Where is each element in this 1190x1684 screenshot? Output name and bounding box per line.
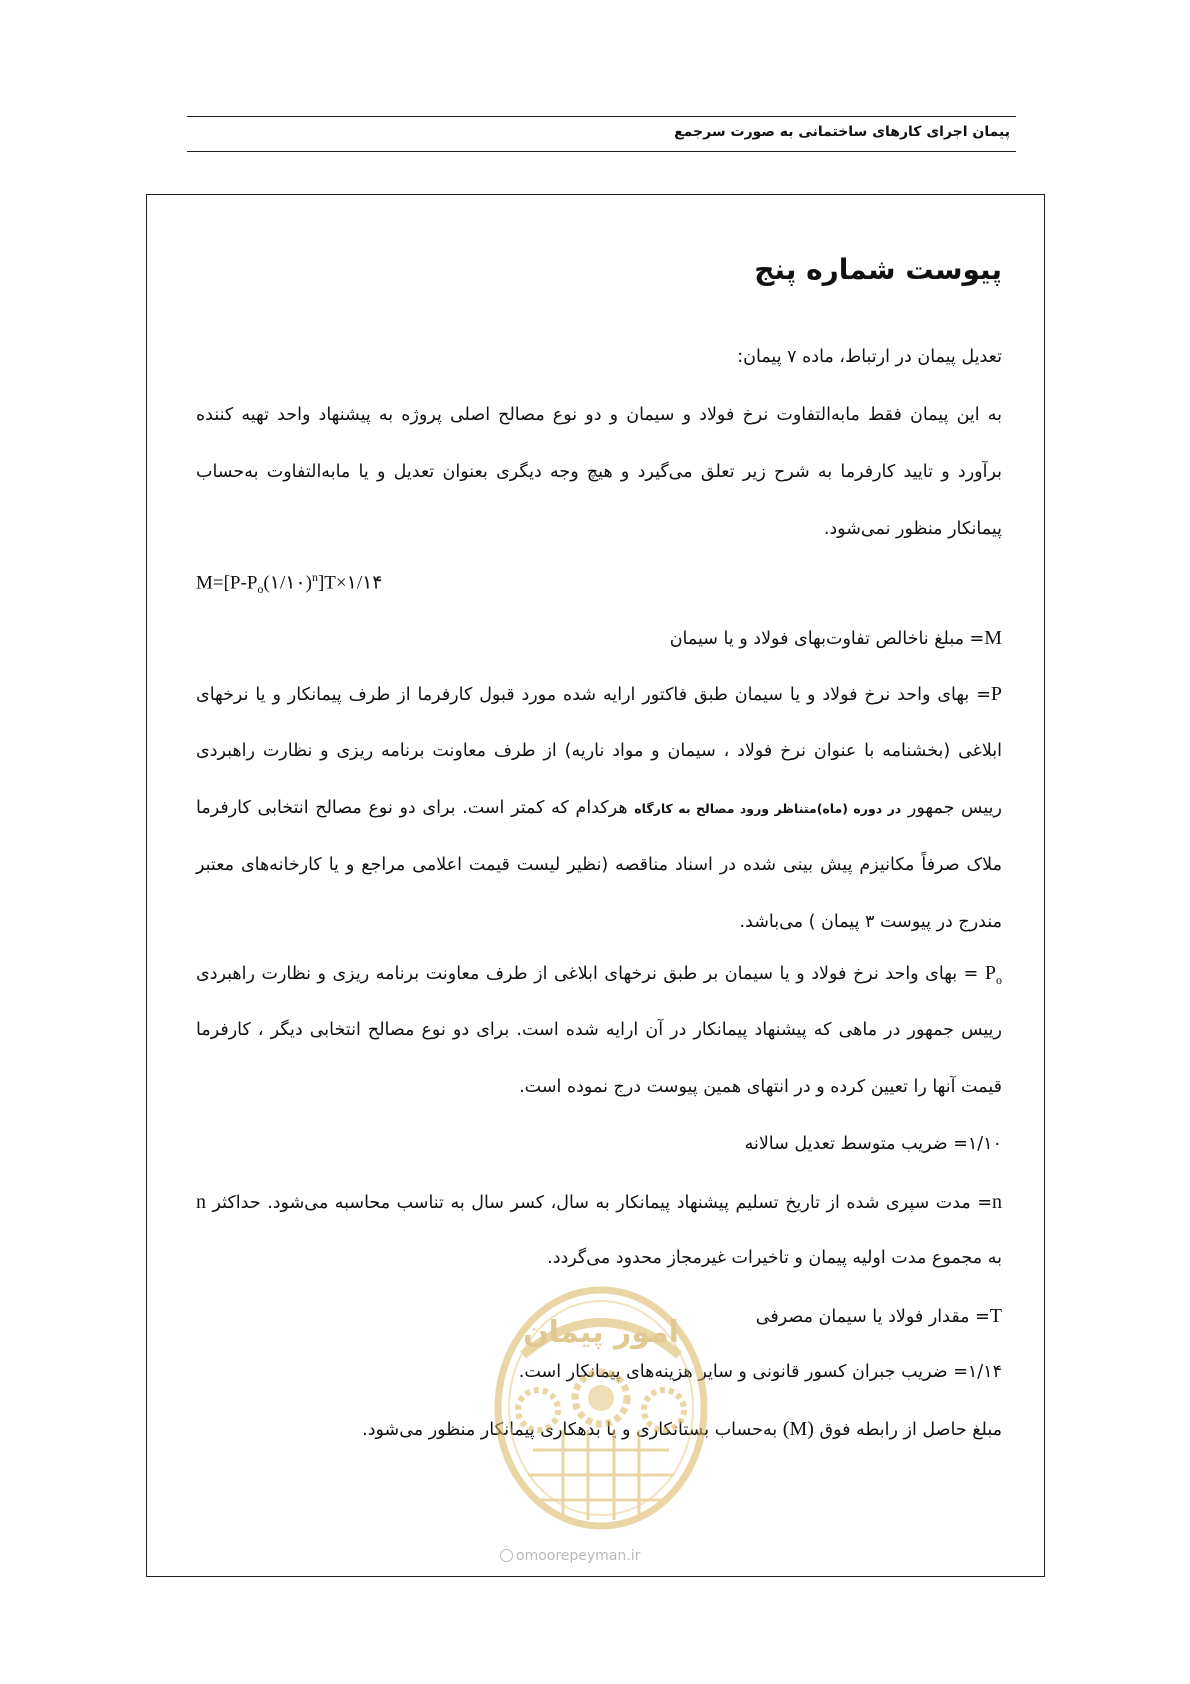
watermark-site-icon (500, 1549, 513, 1562)
def-p-bold: در دوره (ماه)متناظر ورود مصالح به کارگاه (634, 801, 902, 816)
watermark-logo (488, 1280, 714, 1535)
formula-lead: M=[P-P (196, 572, 258, 594)
def-m (196, 627, 1002, 650)
def-n-line2: به مجموع مدت اولیه پیمان و تاخیرات غیرمجاز محدود می‌گردد. (547, 1248, 1002, 1268)
final-line: مبلغ حاصل از رابطه فوق (M) به‌حساب بستانکاری و یا بدهکاری پیمانکار منظور می‌شود. (362, 1418, 1002, 1440)
def-c114: ۱/۱۴= ضریب جبران کسور قانونی و سایر هزینه‌های پیمانکار است. (518, 1362, 1002, 1382)
running-header: پیمان اجرای کارهای ساختمانی به صورت سرجمع (674, 124, 1010, 140)
watermark-site: omoorepeyman.ir (500, 1548, 640, 1564)
formula-sub: o (257, 582, 264, 597)
def-t-symbol: T (989, 1305, 1002, 1327)
def-p-line4: ملاک صرفاً مکانیزم پیش بینی شده در اسناد مناقصه (نظیر لیست قیمت اعلامی مراجع و یا کارخانه‌های معتبر (196, 855, 1002, 875)
header-rule-bottom (187, 151, 1016, 152)
def-n-symbol: n (991, 1191, 1002, 1213)
page-body (196, 245, 1002, 321)
formula-paren: (۱/۱۰) (263, 572, 312, 594)
def-po-line1: $P_o$ = بهای واحد نرخ فولاد و یا سیمان بر طبق نرخهای ابلاغی از طرف معاونت برنامه ریزی و نظارت راهبردی (196, 962, 1002, 987)
para1-line1: به این پیمان فقط مابه‌التفاوت نرخ فولاد و سیمان و دو نوع مصالح اصلی پروژه به پیشنهاد واحد تهیه کننده (196, 405, 1002, 425)
def-p-line3: رییس جمهور در دوره (ماه)متناظر ورود مصالح به کارگاه هرکدام که کمتر است. برای دو نوع مصالح انتخابی کارفرما (196, 798, 1002, 818)
formula-sup: n (311, 570, 318, 584)
def-po-symbol: $P_o$ (984, 962, 1002, 987)
svg-text:امور پیمان: امور پیمان (523, 1315, 679, 1350)
def-p-line2: ابلاغی (بخشنامه با عنوان نرخ فولاد ، سیمان و مواد ناریه) از طرف معاونت برنامه ریزی و نظارت راهبردی (196, 741, 1002, 761)
def-n-line1: n= مدت سپری شده از تاریخ تسلیم پیشنهاد پیمانکار به سال، کسر سال به تناسب محاسبه می‌شود. حداکثر n (196, 1191, 1002, 1213)
para1-line2: برآورد و تایید کارفرما به شرح زیر تعلق می‌گیرد و هیچ وجه دیگری بعنوان تعدیل و یا مابه‌التفاوت به‌حساب (196, 462, 1002, 482)
def-p-line1: P= بهای واحد نرخ فولاد و یا سیمان طبق فاکتور ارایه شده مورد قبول کارفرما از طرف پیمانکار و یا نرخهای (196, 683, 1002, 705)
formula (196, 570, 1002, 597)
def-po-line2: رییس جمهور در ماهی که پیشنهاد پیمانکار در آن ارایه شده است. برای دو نوع مصالح انتخابی دیگر ، کارفرما (196, 1020, 1002, 1040)
page-title: پیوست شماره پنج (754, 253, 1002, 286)
def-n-symbol-end: n (196, 1191, 206, 1213)
header-rule-top (187, 116, 1016, 117)
def-m-text: = مبلغ ناخالص تفاوت‌بهای فولاد و یا سیمان (669, 629, 985, 649)
formula-tail: ]T×۱/۱۴ (317, 572, 383, 594)
def-t: T= مقدار فولاد یا سیمان مصرفی (755, 1305, 1002, 1327)
final-m: (M) (782, 1418, 814, 1440)
def-po-line3: قیمت آنها را تعیین کرده و در انتهای همین پیوست درج نموده است. (519, 1077, 1002, 1097)
def-p-symbol: P (990, 683, 1002, 705)
intro-line: تعدیل پیمان در ارتباط، ماده ۷ پیمان: (737, 347, 1002, 367)
para1-line3: پیمانکار منظور نمی‌شود. (823, 519, 1002, 539)
def-m-symbol: M (984, 627, 1002, 649)
def-c110: ۱/۱۰= ضریب متوسط تعدیل سالانه (744, 1134, 1002, 1154)
def-p-line5: مندرج در پیوست ۳ پیمان ) می‌باشد. (739, 912, 1002, 932)
